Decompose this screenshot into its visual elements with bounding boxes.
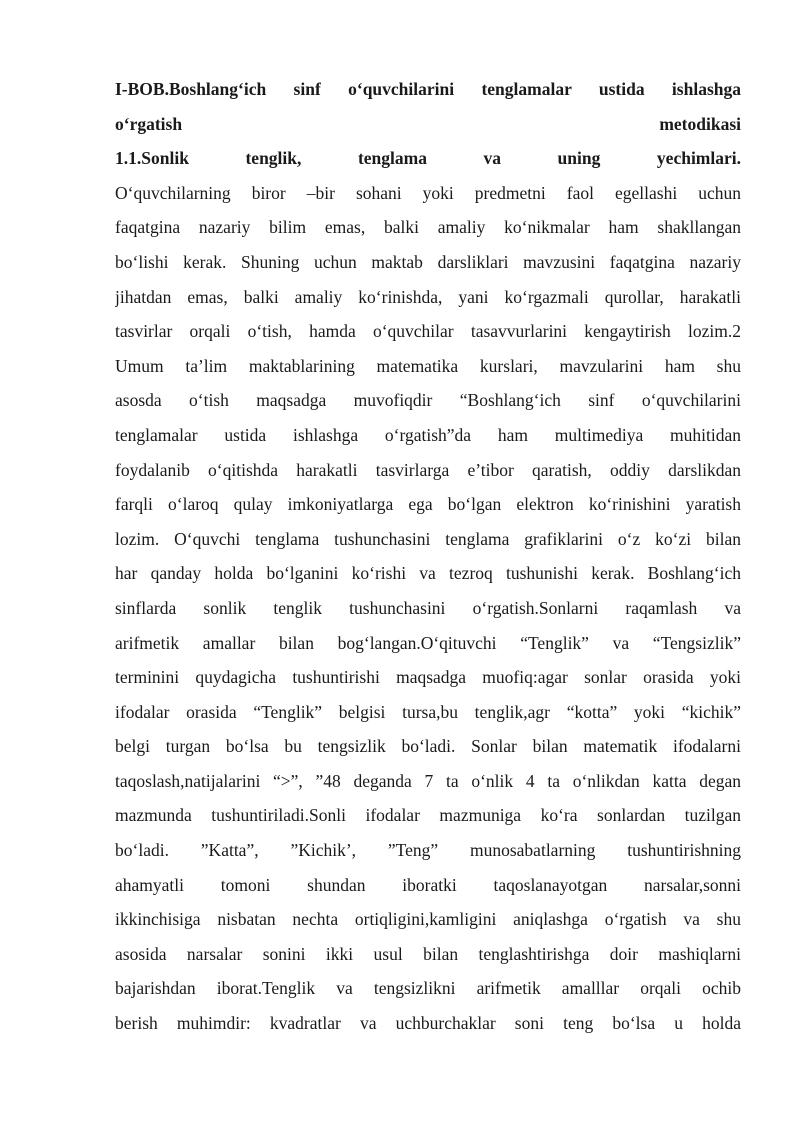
paragraph-line: lozim. O‘quvchi tenglama tushunchasini tenglama grafiklarini o‘z ko‘zi bilan [115, 528, 741, 549]
paragraph-line: foydalanib o‘qitishda harakatli tasvirlarga e’tibor qaratish, oddiy darslikdan [115, 459, 741, 480]
paragraph-line: ikkinchisiga nisbatan nechta ortiqligini,kamligini aniqlashga o‘rgatish va shu [115, 909, 741, 930]
heading-line-1: I-BOB.Boshlang‘ich sinf o‘quvchilarini tenglamalar ustida ishlashga [115, 79, 741, 99]
paragraph-line: bo‘lishi kerak. Shuning uchun maktab darsliklari mavzusini faqatgina nazariy [115, 251, 741, 272]
section-title: 1.1.Sonlik tenglik, tenglama va uning yechimlari. [115, 148, 741, 169]
paragraph-line: tasvirlar orqali o‘tish, hamda o‘quvchilar tasavvurlarini kengaytirish lozim.2 [115, 321, 741, 342]
paragraph-line: belgi turgan bo‘lsa bu tengsizlik bo‘ladi. Sonlar bilan matematik ifodalarni [115, 736, 741, 757]
paragraph-line: asosida narsalar sonini ikki usul bilan tenglashtirishga doir mashiqlarni [115, 943, 741, 964]
paragraph-line: arifmetik amallar bilan bog‘langan.O‘qituvchi “Tenglik” va “Tengsizlik” [115, 632, 741, 653]
paragraph-line: farqli o‘laroq qulay imkoniyatlarga ega bo‘lgan elektron ko‘rinishini yaratish [115, 494, 741, 515]
paragraph-line: jihatdan emas, balki amaliy ko‘rinishda, yani ko‘rgazmali qurollar, harakatli [115, 286, 741, 307]
document-page [115, 72, 741, 1041]
paragraph-line: bo‘ladi. ”Katta”, ”Kichik’, ”Teng” munosabatlarning tushuntirishning [115, 840, 741, 861]
paragraph-line: mazmunda tushuntiriladi.Sonli ifodalar mazmuniga ko‘ra sonlardan tuzilgan [115, 805, 741, 826]
paragraph-line: terminini quydagicha tushuntirishi maqsadga muofiq:agar sonlar orasida yoki [115, 667, 741, 688]
paragraph-line: sinflarda sonlik tenglik tushunchasini o‘rgatish.Sonlarni raqamlash va [115, 597, 741, 618]
paragraph-line: berish muhimdir: kvadratlar va uchburchaklar soni teng bo‘lsa u holda [115, 1013, 741, 1034]
paragraph-line: ifodalar orasida “Tenglik” belgisi tursa,bu tenglik,agr “kotta” yoki “kichik” [115, 701, 741, 722]
paragraph-line: ahamyatli tomoni shundan iboratki taqoslanayotgan narsalar,sonni [115, 874, 741, 895]
paragraph-line: bajarishdan iborat.Tenglik va tengsizlikni arifmetik amalllar orqali ochib [115, 978, 741, 999]
paragraph-line: faqatgina nazariy bilim emas, balki amaliy ko‘nikmalar ham shakllangan [115, 217, 741, 238]
paragraph-line: tenglamalar ustida ishlashga o‘rgatish”da ham multimediya muhitidan [115, 424, 741, 445]
heading-line-2: o‘rgatish metodikasi [115, 113, 741, 134]
paragraph-line: taqoslash,natijalarini “>”, ”48 deganda 7 ta o‘nlik 4 ta o‘nlikdan katta degan [115, 770, 741, 791]
paragraph-line: Umum ta’lim maktablarining matematika kurslari, mavzularini ham shu [115, 355, 741, 376]
paragraph-line: asosda o‘tish maqsadga muvofiqdir “Boshlang‘ich sinf o‘quvchilarini [115, 390, 741, 411]
paragraph-line: har qanday holda bo‘lganini ko‘rishi va tezroq tushunishi kerak. Boshlang‘ich [115, 563, 741, 584]
paragraph-line: O‘quvchilarning biror –bir sohani yoki predmetni faol egellashi uchun [115, 182, 741, 203]
